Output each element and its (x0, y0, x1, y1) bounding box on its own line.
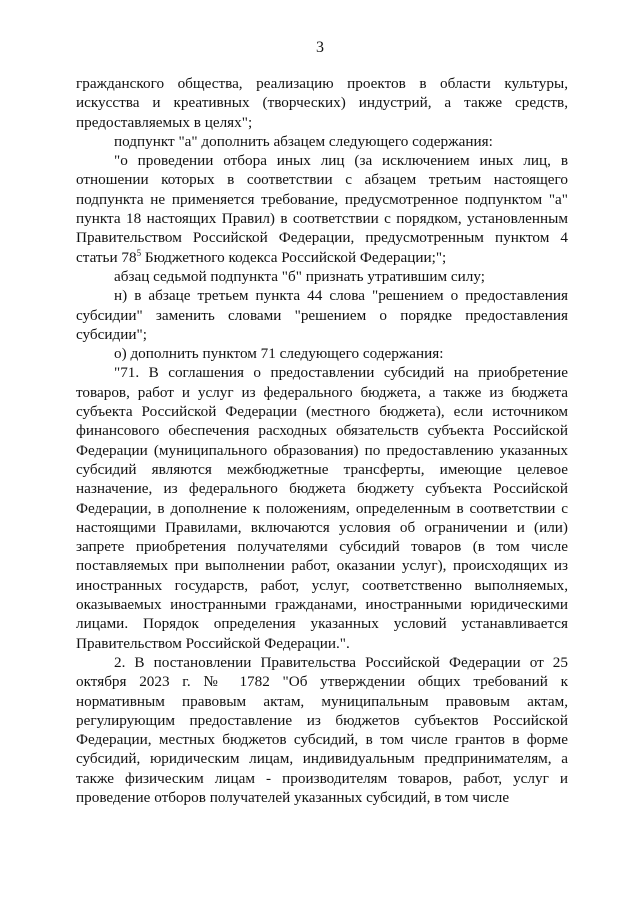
document-body (76, 74, 568, 807)
paragraph-subpoint-a: подпункт "а" дополнить абзацем следующего содержания: (114, 132, 493, 150)
quote-selection-tail: Бюджетного кодекса Российской Федерации;"; (141, 248, 447, 266)
paragraph-item-2: 2. В постановлении Правительства Российской Федерации от 25 октября 2023 г. № 1782 "Об утверждении общих требований к нормативным правовым актам, муниципальным правовым актам, регулирующим предоставление из бюджетов субъектов Российской Федерации, местных бюджетов субсидий, в том числе грантов в форме субсидий, юридическим лицам, индивидуальным предпринимателям, а также физическим лицам - производителям товаров, работ, услуг и проведение отборов получателей указанных субсидий, в том числе (76, 653, 568, 806)
article-superscript: 5 (136, 247, 142, 258)
paragraph-item-o: о) дополнить пунктом 71 следующего содержания: (114, 345, 444, 363)
paragraph-continuation: гражданского общества, реализацию проектов в области культуры, искусства и креативных (творческих) индустрий, а также средств, предоставляемых в целях"; (76, 75, 568, 131)
paragraph-quote-selection (76, 151, 568, 267)
page-number: 3 (316, 39, 324, 56)
paragraph-seventh-paragraph: абзац седьмой подпункта "б" признать утратившим силу; (114, 267, 485, 285)
paragraph-item-n: н) в абзаце третьем пункта 44 слова "решением о предоставления субсидии" заменить словами "решением о порядке предоставления субсидии"; (76, 287, 568, 343)
quote-selection-text: "о проведении отбора иных лиц (за исключением иных лиц, в отношении которых в соответствии с абзацем третьим настоящего подпункта не применяется требование, предусмотренное подпунктом "а" пункта 18 настоящих Правил) в соответствии с порядком, установленным Правительством Российской Федерации, предусмотренным пунктом 4 статьи 78 (76, 152, 568, 266)
paragraph-point-71: "71. В соглашения о предоставлении субсидий на приобретение товаров, работ и услуг из федерального бюджета, а также из бюджета субъекта Российской Федерации (местного бюджета), если источником финансового обеспечения расходных обязательств субъекта Российской Федерации (муниципального образования) по предоставлению указанных субсидий являются межбюджетные трансферты, имеющие целевое назначение, из федерального бюджета бюджету субъекта Российской Федерации, в дополнение к положениям, определенным в соответствии с настоящими Правилами, включаются условия об ограничении и (или) запрете приобретения получателями субсидий товаров (в том числе поставляемых при выполнении работ, оказании услуг), происходящих из иностранных государств, работ, услуг, соответственно выполняемых, оказываемых иностранными гражданами, иностранными юридическими лицами. Порядок определения указанных условий устанавливается Правительством Российской Федерации.". (76, 364, 568, 652)
